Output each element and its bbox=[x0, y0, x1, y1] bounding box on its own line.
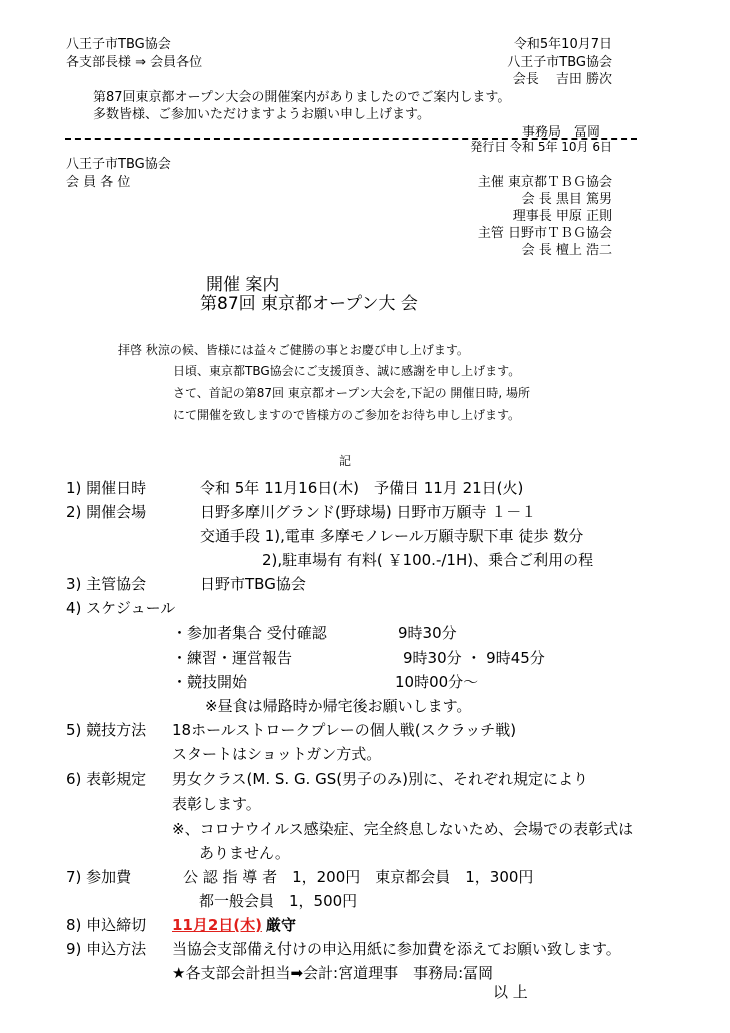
deadline-date: 11月2日(木) bbox=[172, 916, 263, 934]
recipient-org: 八王子市TBG協会 bbox=[66, 157, 171, 172]
closing-ijou: 以 上 bbox=[493, 983, 528, 1001]
notice-from-org: 八王子市TBG協会 bbox=[507, 55, 612, 70]
notice-recipient: 各支部長様 ⇒ 会員各位 bbox=[66, 55, 203, 70]
notice-office: 事務局 冨岡 bbox=[521, 125, 600, 140]
title-line-1: 開催 案内 bbox=[206, 275, 280, 295]
recipient: 会 員 各 位 bbox=[66, 175, 131, 190]
host-chair: 会 長 黒目 篤男 bbox=[521, 192, 612, 207]
item-date-value: 令和 5年 11月16日(木) 予備日 11月 21日(火) bbox=[200, 479, 524, 497]
greeting-line-2: 日頃、東京都TBG協会にご支援頂き、誠に感謝を申し上げます。 bbox=[173, 364, 521, 378]
schedule-2-time: 9時30分 ・ 9時45分 bbox=[403, 649, 545, 667]
schedule-2-label: ・練習・運営報告 bbox=[172, 649, 293, 667]
item-venue-label: 2) 開催会場 bbox=[66, 503, 147, 521]
notice-date: 令和5年10月7日 bbox=[513, 37, 612, 52]
schedule-1-time: 9時30分 bbox=[398, 624, 457, 642]
item-fee-2: 都一般会員 1，500円 bbox=[199, 892, 358, 910]
notice-from-chair: 会長 吉田 勝次 bbox=[512, 72, 612, 87]
item-award-label: 6) 表彰規定 bbox=[66, 770, 147, 788]
organizer: 主管 日野市ＴＢＧ協会 bbox=[477, 226, 612, 241]
item-method-1: 18ホールストロークプレーの個人戦(スクラッチ戦) bbox=[172, 721, 517, 739]
notice-line-1: 第87回東京都オープン大会の開催案内がありましたのでご案内します。 bbox=[93, 90, 511, 105]
lunch-note: ※昼食は帰路時か帰宅後お願いします。 bbox=[205, 697, 472, 715]
host: 主催 東京都ＴＢＧ協会 bbox=[477, 175, 612, 190]
notice-line-2: 多数皆様、ご参加いただけますようお願い申し上げます。 bbox=[93, 107, 430, 122]
item-schedule-label: 4) スケジュール bbox=[66, 599, 176, 617]
item-apply-1: 当協会支部備え付けの申込用紙に参加費を添えてお願い致します。 bbox=[172, 940, 621, 958]
item-method-label: 5) 競技方法 bbox=[66, 721, 147, 739]
greeting-line-4: にて開催を致しますので皆様方のご参加をお待ち申し上げます。 bbox=[173, 408, 521, 422]
item-method-2: スタートはショットガン方式。 bbox=[172, 745, 382, 763]
item-fee-1: 公 認 指 導 者 1，200円 東京都会員 1，300円 bbox=[183, 868, 534, 886]
item-date-label: 1) 開催日時 bbox=[66, 479, 147, 497]
item-deadline-label: 8) 申込締切 bbox=[66, 916, 147, 934]
item-apply-label: 9) 申込方法 bbox=[66, 940, 147, 958]
organizer-chair: 会 長 檀上 浩二 bbox=[521, 243, 612, 258]
host-director: 理事長 甲原 正則 bbox=[512, 209, 612, 224]
schedule-1-label: ・参加者集合 受付確認 bbox=[172, 624, 327, 642]
ki-heading: 記 bbox=[339, 454, 352, 468]
item-fee-label: 7) 参加費 bbox=[66, 868, 132, 886]
item-org-label: 3) 主管協会 bbox=[66, 575, 147, 593]
title-line-2: 第87回 東京都オープン大 会 bbox=[200, 294, 418, 314]
notice-org: 八王子市TBG協会 bbox=[66, 37, 171, 52]
deadline-strict: 厳守 bbox=[266, 916, 297, 934]
item-award-4: ありません。 bbox=[199, 844, 290, 862]
schedule-3-time: 10時00分～ bbox=[395, 673, 479, 691]
greeting-line-3: さて、首記の第87回 東京都オープン大会を,下記の 開催日時, 場所 bbox=[173, 386, 531, 400]
item-apply-2: ★各支部会計担当➡会計:宮道理事 事務局:冨岡 bbox=[172, 964, 494, 982]
item-venue-value: 日野多摩川グランド(野球場) 日野市万願寺 １－１ bbox=[200, 503, 537, 521]
item-org-value: 日野市TBG協会 bbox=[200, 575, 306, 593]
item-award-1: 男女クラス(M. S. G. GS(男子のみ)別に、それぞれ規定により bbox=[172, 770, 588, 788]
greeting-line-1: 拝啓 秋涼の候、皆様には益々ご健勝の事とお慶び申し上げます。 bbox=[118, 343, 469, 357]
issue-date: 発行日 令和 5年 10月 6日 bbox=[470, 140, 612, 154]
item-transport-2: 2),駐車場有 有料( ￥100.-/1H)、乗合ご利用の程 bbox=[262, 551, 594, 569]
item-award-3: ※、コロナウイルス感染症、完全終息しないため、会場での表彰式は bbox=[172, 820, 634, 838]
item-transport-1: 交通手段 1),電車 多摩モノレール万願寺駅下車 徒歩 数分 bbox=[200, 527, 584, 545]
schedule-3-label: ・競技開始 bbox=[172, 673, 248, 691]
item-award-2: 表彰します。 bbox=[172, 795, 261, 813]
